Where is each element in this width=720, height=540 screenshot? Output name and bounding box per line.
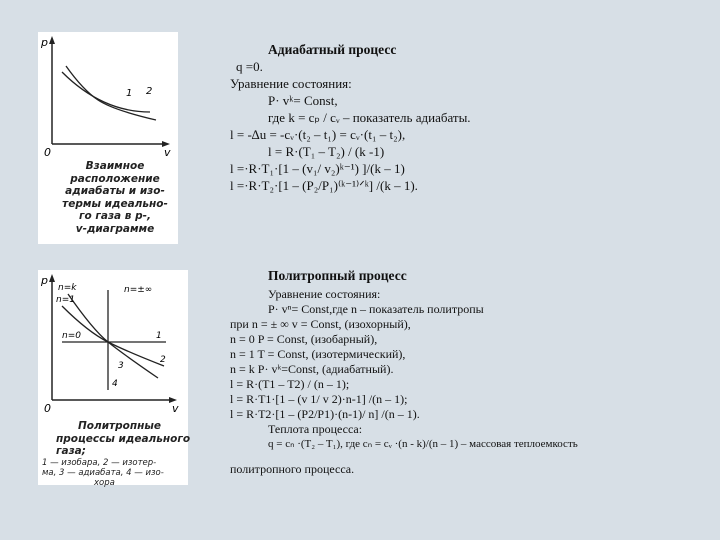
- figure-2-caption: Политропные процессы идеального газа;: [56, 420, 191, 457]
- curve-2-label: 2: [146, 86, 153, 97]
- adiabatic-k-def: где k = cₚ / cᵥ – показатель адиабаты.: [268, 110, 471, 125]
- axis-v-label: v: [164, 146, 171, 159]
- adiabatic-work-3: l =·R·T₁·[1 – (v₁/ v₂)ᵏ⁻¹) ]/(k – 1): [230, 161, 405, 176]
- label-n-0: n=0: [62, 331, 81, 341]
- origin-label: 0: [44, 146, 51, 159]
- polytropic-heat: q = cₙ ·(T₂ – T₁), где cₙ = cᵥ ·(n - k)/(n – 1) – массовая теплоемкость: [268, 438, 578, 450]
- polytropic-eq: P· vⁿ= Const,где n – показатель политропы: [268, 302, 484, 316]
- polytropic-case-isothermal: n = 1 T = Const, (изотермический),: [230, 347, 406, 361]
- axis-p-label-2: p: [41, 274, 48, 287]
- polytropic-case-isochoric: при n = ± ∞ v = Const, (изохорный),: [230, 317, 411, 331]
- adiabatic-work-1: l = -∆u = -cᵥ·(t₂ – t₁) = cᵥ·(t₁ – t₂),: [230, 127, 406, 142]
- polytropic-heat-end: политропного процесса.: [230, 462, 355, 476]
- adiabatic-q: q =0.: [236, 59, 263, 74]
- axis-v-label-2: v: [172, 402, 179, 415]
- polytropic-work-1: l = R·(T1 – T2) / (n – 1);: [230, 377, 350, 391]
- polytropic-case-isobaric: n = 0 P = Const, (изобарный),: [230, 332, 378, 346]
- polytropic-work-2: l = R·T1·[1 – (v 1/ v 2)·n-1] /(n – 1);: [230, 392, 408, 406]
- figure-adiabat-isotherm: [38, 32, 178, 244]
- label-n-inf: n=±∞: [124, 285, 153, 295]
- label-n-k: n=k: [58, 283, 77, 293]
- adiabatic-work-4: l =·R·T₂·[1 – (P₂/P₁)⁽ᵏ⁻¹⁾ᐟᵏ] /(k – 1).: [230, 178, 418, 193]
- polytropic-eq-title: Уравнение состояния:: [268, 287, 381, 301]
- adiabatic-eq-title: Уравнение состояния:: [230, 76, 352, 91]
- adiabatic-eq: P· vᵏ= Const,: [268, 93, 338, 108]
- polytropic-work-3: l = R·T2·[1 – (P2/P1)·(n-1)/ n] /(n – 1).: [230, 407, 420, 421]
- figure-polytropic: [38, 270, 191, 488]
- figure-2-legend: 1 — изобара, 2 — изотер- ма, 3 — адиабата, 4 — изо- хора: [42, 458, 164, 488]
- polytropic-title: Политропный процесс: [268, 268, 407, 283]
- label-n-1: n=1: [56, 295, 75, 305]
- curve-1-label: 1: [126, 88, 133, 99]
- curve-2-label-2: 2: [160, 355, 166, 365]
- axis-p-label: p: [41, 36, 48, 49]
- curve-4-label-2: 4: [112, 379, 118, 389]
- figure-1-caption: Взаимное расположение адиабаты и изо- термы идеально- го газа в p-, v-диаграмме: [62, 160, 168, 235]
- adiabatic-title: Адиабатный процесс: [268, 42, 397, 57]
- origin-label-2: 0: [44, 402, 51, 415]
- adiabatic-work-2: l = R·(T₁ – T₂) / (k -1): [268, 144, 385, 159]
- curve-1-label-2: 1: [156, 331, 162, 341]
- polytropic-case-adiabatic: n = k P· vᵏ=Const, (адиабатный).: [230, 362, 394, 376]
- curve-3-label-2: 3: [118, 361, 124, 371]
- polytropic-heat-title: Теплота процесса:: [268, 422, 363, 436]
